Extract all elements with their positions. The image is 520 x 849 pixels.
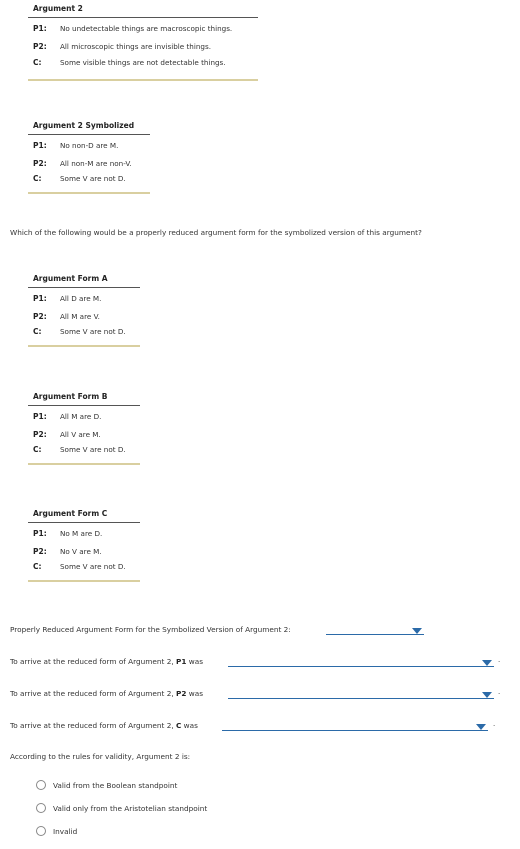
row-label: C: (33, 445, 42, 454)
row-text: No V are M. (60, 546, 102, 556)
row-label: P2: (33, 546, 47, 556)
row-label: P1: (33, 529, 47, 539)
p2-row (10, 689, 203, 698)
p2-key: P2 (175, 689, 187, 698)
argument-form-a-title: Argument Form A (28, 272, 140, 288)
option-label: Valid only from the Aristotelian standpoint (53, 803, 208, 813)
argument-form-b-title: Argument Form B (28, 390, 140, 406)
option-invalid[interactable] (36, 826, 77, 836)
row-label: P1: (33, 24, 47, 34)
reduced-form-label: Properly Reduced Argument Form for the Symbolized Version of Argument 2: (10, 625, 291, 634)
row-text: All D are M. (60, 294, 102, 304)
chevron-down-icon (482, 660, 492, 666)
row-label: C: (33, 562, 42, 571)
row-label: C: (33, 327, 42, 336)
row-text: Some visible things are not detectable things. (60, 58, 226, 67)
form-b-p2-row (28, 426, 140, 444)
symbolized-p2-row (28, 155, 150, 173)
row-text: All microscopic things are invisible things. (60, 41, 211, 51)
argument-form-c-title: Argument Form C (28, 507, 140, 523)
row-label: P1: (33, 141, 47, 151)
chevron-down-icon (476, 724, 486, 730)
row-label: P2: (33, 158, 47, 168)
row-label: P2: (33, 429, 47, 439)
form-b-p1-row (28, 408, 140, 426)
form-a-p2-row (28, 308, 140, 326)
row-label: P1: (33, 294, 47, 304)
radio-button[interactable] (36, 826, 46, 836)
argument-2-title: Argument 2 (28, 2, 258, 18)
p1-row (10, 657, 203, 666)
row-text: All M are D. (60, 412, 102, 422)
p2-prefix: To arrive at the reduced form of Argument 2, (10, 689, 174, 698)
row-text: All V are M. (60, 429, 101, 439)
argument-2-p1-row (28, 20, 258, 38)
row-text: All non-M are non-V. (60, 158, 132, 168)
row-text: All M are V. (60, 311, 100, 321)
c-dropdown[interactable] (222, 720, 488, 731)
argument-form-a-table (28, 268, 140, 347)
p2-dropdown[interactable] (228, 688, 494, 699)
chevron-down-icon (412, 628, 422, 634)
reduced-form-dropdown[interactable] (326, 624, 424, 635)
row-text: Some V are not D. (60, 327, 126, 336)
c-key: C (175, 721, 182, 730)
symbolized-c-row (28, 172, 150, 194)
row-label: P2: (33, 41, 47, 51)
form-a-p1-row (28, 290, 140, 308)
row-text: No undetectable things are macroscopic things. (60, 24, 233, 34)
form-c-c-row (28, 560, 140, 582)
option-boolean[interactable] (36, 780, 177, 790)
p2-period: . (498, 688, 501, 696)
row-text: Some V are not D. (60, 445, 126, 454)
c-suffix: was (183, 721, 198, 730)
chevron-down-icon (482, 692, 492, 698)
p1-dropdown[interactable] (228, 656, 494, 667)
validity-question: According to the rules for validity, Argument 2 is: (10, 752, 191, 761)
option-label: Valid from the Boolean standpoint (53, 780, 178, 790)
radio-button[interactable] (36, 780, 46, 790)
form-a-c-row (28, 325, 140, 347)
p2-suffix: was (188, 689, 203, 698)
row-text: No M are D. (60, 529, 103, 539)
p1-suffix: was (188, 657, 203, 666)
argument-2-c-row (28, 55, 258, 81)
question-text: Which of the following would be a properly reduced argument form for the symbolized version of this argument? (10, 228, 422, 237)
p1-key: P1 (175, 657, 187, 666)
p1-period: . (498, 656, 501, 664)
c-prefix: To arrive at the reduced form of Argument 2, (10, 721, 174, 730)
row-text: Some V are not D. (60, 562, 126, 571)
argument-2-p2-row (28, 38, 258, 56)
row-text: Some V are not D. (60, 174, 126, 183)
p1-prefix: To arrive at the reduced form of Argument 2, (10, 657, 174, 666)
symbolized-p1-row (28, 137, 150, 155)
option-aristotelian[interactable] (36, 803, 207, 813)
reduced-form-row (10, 625, 291, 634)
row-label: P2: (33, 311, 47, 321)
c-period: . (493, 720, 496, 728)
argument-form-b-table (28, 386, 140, 465)
option-label: Invalid (53, 826, 78, 836)
form-c-p2-row (28, 543, 140, 561)
argument-2-symbolized-title: Argument 2 Symbolized (28, 119, 150, 135)
argument-form-c-table (28, 503, 140, 582)
form-b-c-row (28, 443, 140, 465)
argument-2-symbolized-table (28, 115, 150, 194)
argument-2-table (28, 2, 258, 81)
row-text: No non-D are M. (60, 141, 119, 151)
row-label: C: (33, 58, 42, 67)
form-c-p1-row (28, 525, 140, 543)
c-row (10, 721, 198, 730)
radio-button[interactable] (36, 803, 46, 813)
row-label: C: (33, 174, 42, 183)
row-label: P1: (33, 412, 47, 422)
